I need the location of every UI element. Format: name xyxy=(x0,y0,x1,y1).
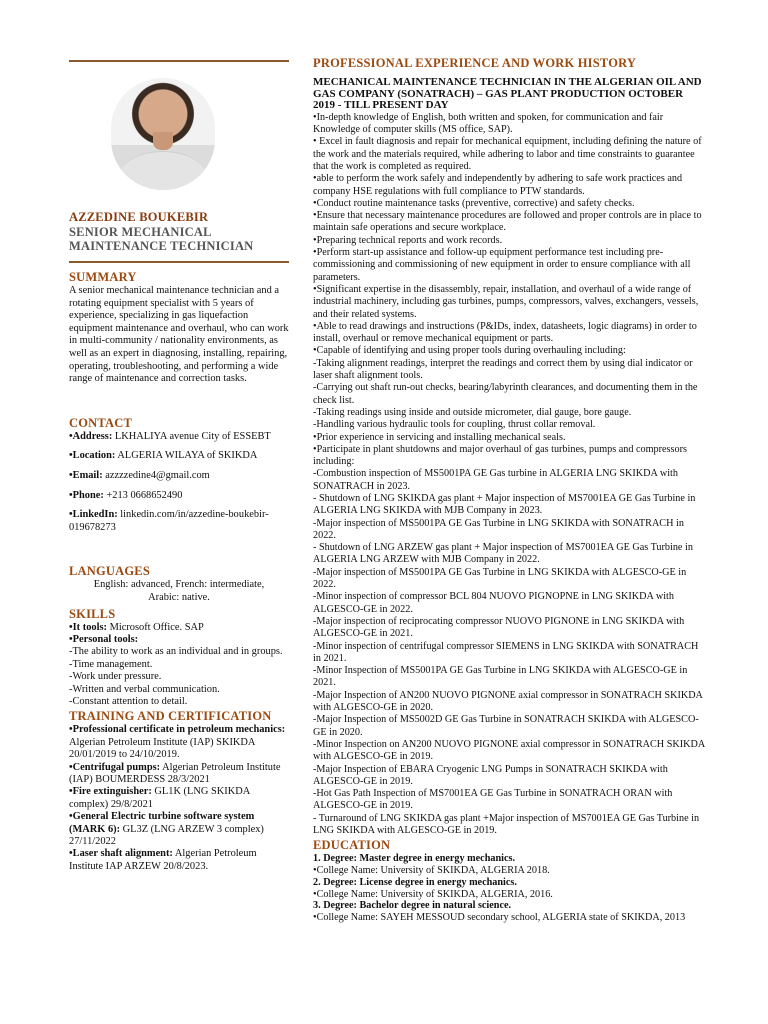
training-item: •Fire extinguisher: GL1K (LNG SKIKDA complex) 29/8/2021 xyxy=(69,786,250,810)
languages-line2: Arabic: native. xyxy=(148,591,210,603)
skill-item: -Written and verbal communication. xyxy=(69,683,220,695)
experience-bullet: •In-depth knowledge of English, both written and spoken, for communication and fair Knowledge of computer skills (MS office, SAP). xyxy=(313,111,664,136)
experience-bullet: •Participate in plant shutdowns and major overhaul of gas turbines, pumps and compressors including: xyxy=(313,443,687,468)
languages-heading: LANGUAGES xyxy=(69,564,150,579)
experience-bullet: •Perform start-up assistance and follow-up equipment performance test including pre-commissioning and commissioning of new equipment in order to ensure compliance with all parameters. xyxy=(313,247,691,283)
profile-role-line2: MAINTENANCE TECHNICIAN xyxy=(69,239,254,253)
education-degree: 2. Degree: License degree in energy mechanics. xyxy=(313,876,517,888)
experience-bullet: -Minor inspection of centrifugal compressor SIEMENS in LNG SKIKDA with SONATRACH in 2021. xyxy=(313,640,699,664)
experience-bullet: -Handling various hydraulic tools for coupling, thrust collar removal. xyxy=(313,419,596,431)
training-item: •Laser shaft alignment: Algerian Petroleum Institute IAP ARZEW 20/8/2023. xyxy=(69,848,257,872)
education-list xyxy=(313,853,705,924)
top-divider xyxy=(69,60,289,62)
experience-bullet: •able to perform the work safely and independently by adhering to safe work practices and company HSE regulations with full compliance to PTW standards. xyxy=(313,173,683,197)
languages-line1: English: advanced, French: intermediate, xyxy=(93,579,265,591)
training-heading: TRAINING AND CERTIFICATION xyxy=(69,709,272,724)
experience-bullet: -Hot Gas Path Inspection of MS7001EA GE Gas Turbine in SONATRACH ORAN with ALGESCO-GE in 2019. xyxy=(313,788,673,812)
experience-bullet: -Minor inspection of compressor BCL 804 NUOVO PIGNOPNE in LNG SKIKDA with ALGESCO-GE in 2022. xyxy=(313,591,674,615)
summary-heading: SUMMARY xyxy=(69,270,137,284)
experience-bullet: •Capable of identifying and using proper tools during overhauling including: xyxy=(313,345,626,357)
experience-bullet: -Taking readings using inside and outside micrometer, dial gauge, bore gauge. xyxy=(313,406,632,418)
experience-bullet: •Ensure that necessary maintenance procedures are followed and proper controls are in place to maintain safe operations and secure workplace. xyxy=(313,210,702,234)
contact-linkedin[interactable]: •LinkedIn: linkedin.com/in/azzedine-boukebir-019678273 xyxy=(69,509,269,533)
experience-bullet: •Conduct routine maintenance tasks (preventive, corrective) and safety checks. xyxy=(313,197,635,209)
experience-bullet: -Taking alignment readings, interpret the readings and correct them by using dial indicator or laser shaft alignment tools. xyxy=(313,357,693,382)
contact-location: •Location: ALGERIA WILAYA of SKIKDA xyxy=(69,450,258,462)
experience-bullet: - Turnaround of LNG SKIKDA gas plant +Major inspection of MS7001EA GE Gas Turbine in LNG SKIKDA with ALGESCO-GE in 2019. xyxy=(313,812,700,836)
job-title: MECHANICAL MAINTENANCE TECHNICIAN IN THE ALGERIAN OIL AND GAS COMPANY (SONATRACH) – GAS PLANT PRODUCTION OCTOBER 2019 - TILL PRESENT DAY xyxy=(313,76,702,112)
experience-bullet: •Significant expertise in the disassembly, repair, installation, and overhaul of a wide range of industrial machinery, including gas turbines, pumps, compressors, valves, exchangers, vessels, and their related systems. xyxy=(313,283,699,320)
training-item: •Centrifugal pumps: Algerian Petroleum Institute (IAP) BOUMERDESS 28/3/2021 xyxy=(69,761,281,785)
experience-bullet: •Prior experience in servicing and installing mechanical seals. xyxy=(313,431,566,443)
experience-bullet: - Shutdown of LNG ARZEW gas plant + Major inspection of MS7001EA GE Gas Turbine in ALGERIA LNG ARZEW with MJB Company in 2022. xyxy=(313,542,693,566)
experience-bullet: • Excel in fault diagnosis and repair for mechanical equipment, including defining the nature of the work and the materials required, while adhering to labor and time constraints to guarantee that the work is completed as required. xyxy=(313,136,702,172)
education-degree: 3. Degree: Bachelor degree in natural science. xyxy=(313,900,512,912)
experience-bullet: -Major inspection of MS5001PA GE Gas Turbine in LNG SKIKDA with ALGESCO-GE in 2022. xyxy=(313,566,687,591)
skill-personal-label: •Personal tools: xyxy=(69,633,139,645)
experience-bullet: -Major Inspection of AN200 NUOVO PIGNONE axial compressor in SONATRACH SKIKDA with ALGESCO-GE in 2020. xyxy=(313,689,703,714)
education-college: •College Name: University of SKIKDA, ALGERIA 2018. xyxy=(313,865,550,877)
experience-bullet: - Shutdown of LNG SKIKDA gas plant + Major inspection of MS7001EA GE Gas Turbine in ALGERIA LNG SKIKDA with MJB Company in 2023. xyxy=(313,492,696,517)
skill-item: -Time management. xyxy=(69,658,153,670)
experience-heading: PROFESSIONAL EXPERIENCE AND WORK HISTORY xyxy=(313,56,637,70)
skill-item: -Constant attention to detail. xyxy=(69,695,188,707)
experience-bullet: -Major inspection of MS5001PA GE Gas Turbine in LNG SKIKDA with SONATRACH in 2022. xyxy=(313,517,684,541)
education-degree: 1. Degree: Master degree in energy mechanics. xyxy=(313,853,515,865)
experience-bullet: -Minor Inspection on AN200 NUOVO PIGNONE axial compressor in SONATRACH SKIKDA with ALGESCO-GE in 2019. xyxy=(313,738,705,763)
profile-role-line1: SENIOR MECHANICAL xyxy=(69,225,212,239)
right-column xyxy=(313,56,705,924)
experience-bullet: -Carrying out shaft run-out checks, bearing/labyrinth clearances, and documenting them in the check list. xyxy=(313,382,698,406)
experience-bullet: -Major Inspection of EBARA Cryogenic LNG Pumps in SONATRACH SKIKDA with ALGESCO-GE in 2019. xyxy=(313,763,668,787)
experience-bullet: -Major inspection of reciprocating compressor NUOVO PIGNONE in LNG SKIKDA with ALGESCO-GE in 2021. xyxy=(313,615,685,640)
skill-item: -The ability to work as an individual and in groups. xyxy=(69,646,283,658)
training-item: •Professional certificate in petroleum mechanics: Algerian Petroleum Institute (IAP) SKIKDA 20/01/2019 to 24/10/2019. xyxy=(69,724,286,761)
left-column xyxy=(69,60,289,873)
experience-bullet: -Major Inspection of MS5002D GE Gas Turbine in SONATRACH SKIKDA with ALGESCO-GE in 2020. xyxy=(313,714,699,738)
education-college: •College Name: SAYEH MESSOUD secondary school, ALGERIA state of SKIKDA, 2013 xyxy=(313,912,686,924)
training-item: •General Electric turbine software system (MARK 6): GL3Z (LNG ARZEW 3 complex) 27/11/2022 xyxy=(69,811,264,847)
experience-bullets xyxy=(313,112,705,838)
contact-phone: •Phone: +213 0668652490 xyxy=(69,489,183,501)
experience-bullet: •Able to read drawings and instructions (P&IDs, index, datasheets, logic diagrams) in order to install, overhaul or remove mechanical equipment or parts. xyxy=(313,320,697,345)
contact-address: •Address: LKHALIYA avenue City of ESSEBT xyxy=(69,430,271,442)
contact-heading: CONTACT xyxy=(69,415,132,430)
summary-text: A senior mechanical maintenance technician and a rotating equipment specialist with 5 years of experience, specializing in gas liquefaction equipment maintenance and overhaul, who can work in multi-community / nationality environments, as well as an expert in diagnosing, installing, repairing, operating, troubleshooting, and performing a wide range of maintenance and correction tasks. xyxy=(69,285,289,385)
education-heading: EDUCATION xyxy=(313,838,391,853)
experience-bullet: -Minor Inspection of MS5001PA GE Gas Turbine in LNG SKIKDA with ALGESCO-GE in 2021. xyxy=(313,665,688,689)
contact-list xyxy=(69,431,289,535)
experience-bullet: -Combustion inspection of MS5001PA GE Gas turbine in ALGERIA LNG SKIKDA with SONATRACH in 2023. xyxy=(313,468,678,492)
skill-item: -Work under pressure. xyxy=(69,671,162,683)
skill-it-tools: •It tools: Microsoft Office. SAP xyxy=(69,621,204,633)
contact-email[interactable]: •Email: azzzzedine4@gmail.com xyxy=(69,469,210,481)
skills-heading: SKILLS xyxy=(69,606,116,621)
profile-photo xyxy=(111,78,215,190)
divider xyxy=(69,261,289,263)
profile-name: AZZEDINE BOUKEBIR xyxy=(69,210,209,224)
experience-bullet: •Preparing technical reports and work records. xyxy=(313,234,503,246)
education-college: •College Name: University of SKIKDA, ALGERIA, 2016. xyxy=(313,888,553,900)
